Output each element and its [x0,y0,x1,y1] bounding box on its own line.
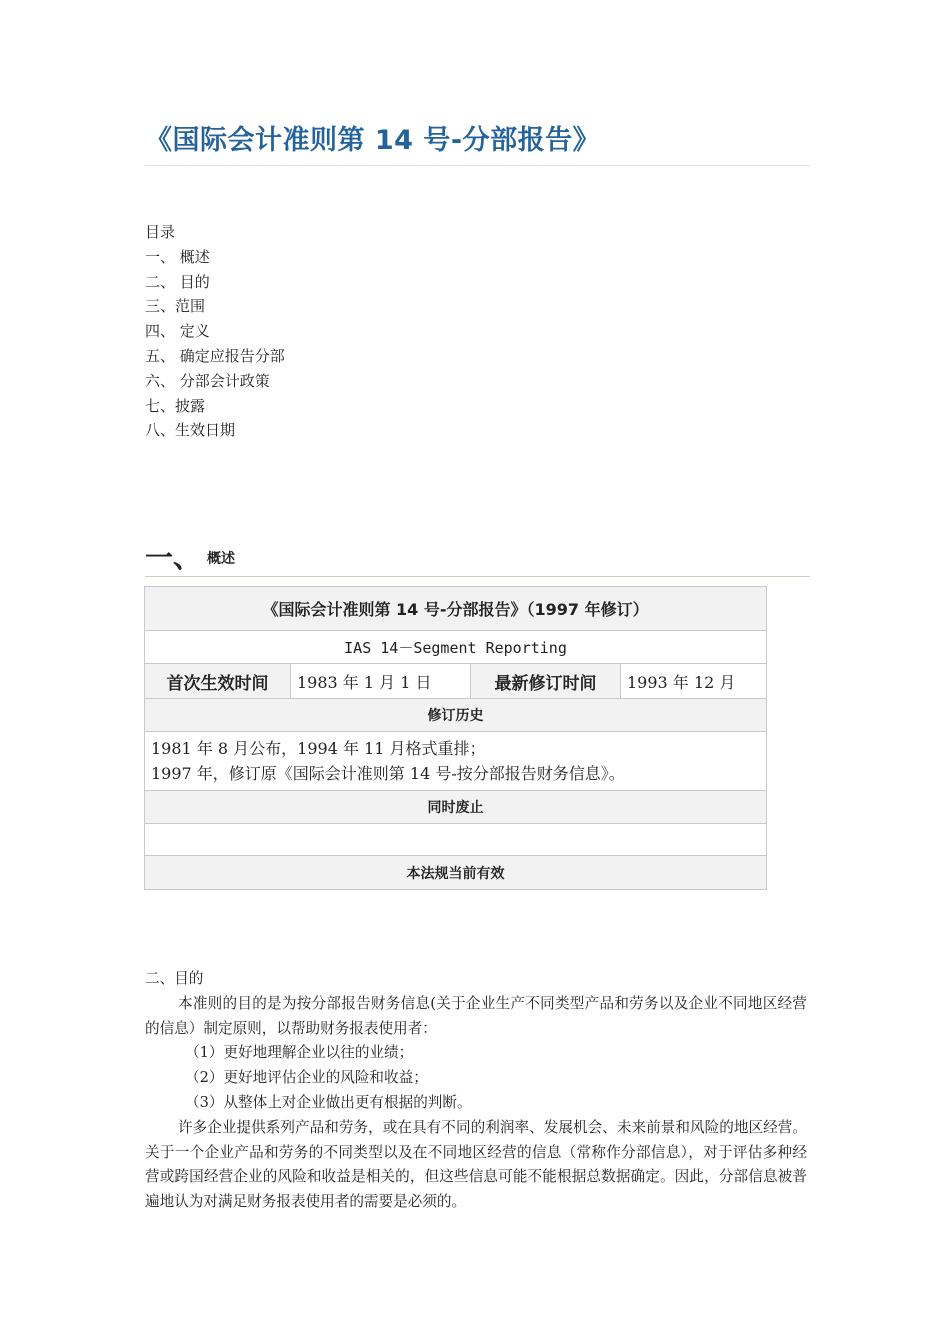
toc-item[interactable]: 二、 目的 [145,272,210,291]
info-english-title: IAS 14－Segment Reporting [145,631,767,664]
info-english-row [145,631,767,664]
status-text: 本法规当前有效 [145,856,767,890]
list-item: （2）更好地评估企业的风险和收益； [185,1069,428,1087]
standard-info-table [144,586,767,890]
toc-item[interactable]: 三、范围 [145,297,206,316]
section-1-heading [145,536,235,576]
toc-item[interactable]: 八、生效日期 [145,421,236,440]
info-dates-row [145,664,767,699]
section-1-label: 概述 [207,551,236,567]
status-row [145,856,767,890]
list-item: （1）更好地理解企业以往的业绩； [185,1044,414,1062]
toc-item[interactable]: 七、披露 [145,396,206,415]
history-heading: 修订历史 [145,699,767,732]
section-2 [145,967,807,1215]
toc-item[interactable]: 一、 概述 [145,247,210,266]
info-title-row [145,587,767,631]
history-heading-row [145,699,767,732]
history-row [145,732,767,791]
superseded-value [145,824,767,856]
section-1-divider [145,576,810,577]
latest-revision-label: 最新修订时间 [471,664,621,699]
document-title: 《国际会计准则第 14 号-分部报告》 [145,125,601,156]
info-title: 《国际会计准则第 14 号-分部报告》（1997 年修订） [145,587,767,631]
superseded-row [145,824,767,856]
title-divider [145,165,810,166]
history-line: 1997 年，修订原《国际会计准则第 14 号-按分部报告财务信息》。 [151,764,625,783]
history-content [145,732,767,791]
superseded-heading: 同时废止 [145,791,767,824]
latest-revision-value: 1993 年 12 月 [621,664,767,699]
section-1-number: 一、 [145,541,202,574]
section-2-heading: 二、目的 [145,970,204,987]
toc-item[interactable]: 六、 分部会计政策 [145,371,270,390]
list-item: （3）从整体上对企业做出更有根据的判断。 [185,1093,472,1111]
superseded-heading-row [145,791,767,824]
first-effective-label: 首次生效时间 [145,664,291,699]
toc-item[interactable]: 五、 确定应报告分部 [145,346,285,365]
table-of-contents [145,220,285,443]
paragraph: 本准则的目的是为按分部报告财务信息(关于企业生产不同类型产品和劳务以及企业不同地区经营的信息）制定原则，以帮助财务报表使用者： [145,994,807,1037]
toc-heading: 目录 [145,223,176,241]
history-line: 1981 年 8 月公布，1994 年 11 月格式重排； [151,739,486,758]
paragraph: 许多企业提供系列产品和劳务，或在具有不同的利润率、发展机会、未来前景和风险的地区经营。关于一个企业产品和劳务的不同类型以及在不同地区经营的信息（常称作分部信息），对于评估多种经营或跨国经营企业的风险和收益是相关的，但这些信息可能不能根据总数据确定。因此，分部信息被普遍地认为对满足财务报表使用者的需要是必须的。 [145,1118,807,1211]
toc-item[interactable]: 四、 定义 [145,322,210,341]
first-effective-value: 1983 年 1 月 1 日 [291,664,471,699]
